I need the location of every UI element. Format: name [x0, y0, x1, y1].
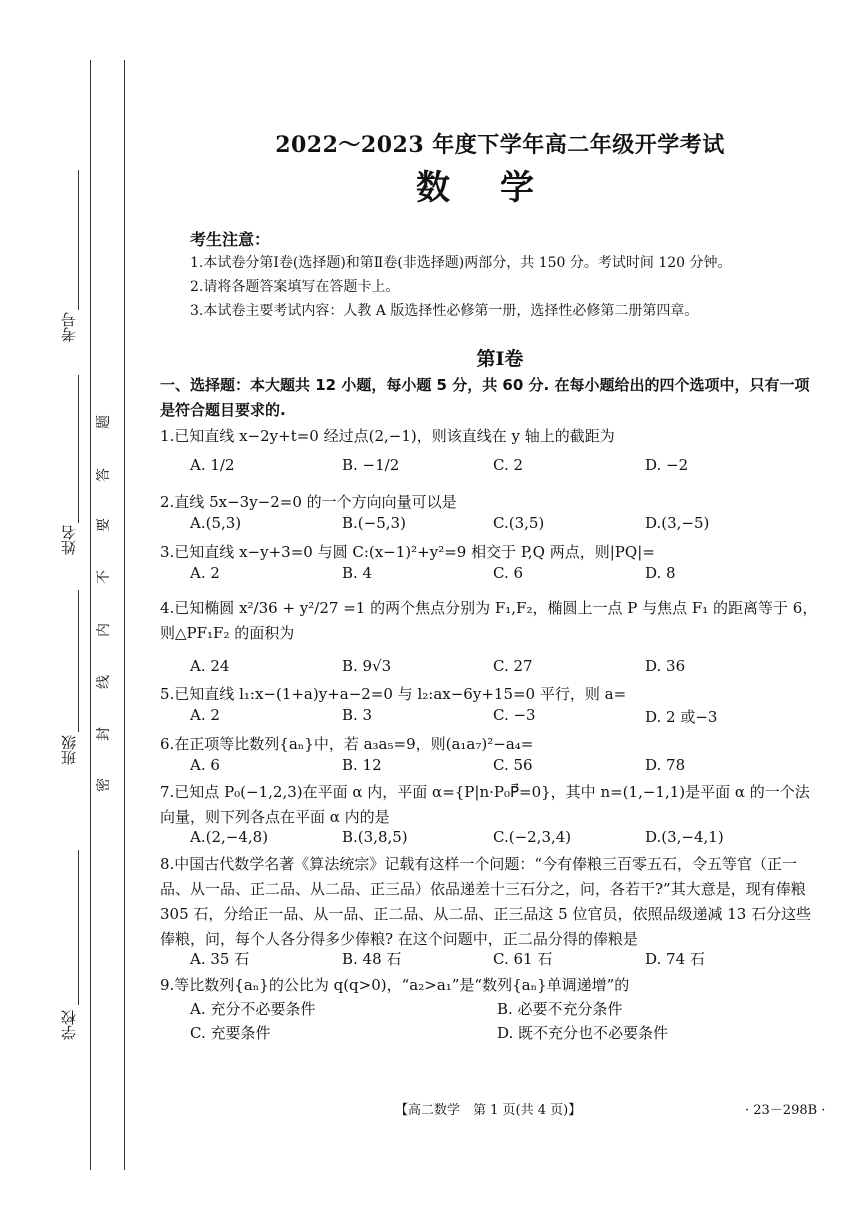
q8-option-c: C. 61 石 — [493, 950, 553, 968]
seal-char-6: 要 — [96, 518, 112, 532]
paper-code: · 23－298B · — [745, 1103, 826, 1118]
q1-option-c: C. 2 — [493, 456, 524, 474]
school-underline — [78, 850, 79, 1005]
q9-option-c: C. 充要条件 — [190, 1024, 271, 1042]
section-heading: 一、选择题：本大题共 12 小题，每小题 5 分，共 60 分. 在每小题给出的四个选项中，只有一项是符合题目要求的. — [160, 376, 810, 419]
q5-option-c: C. −3 — [493, 706, 536, 724]
q5-option-b: B. 3 — [342, 706, 373, 724]
page-footer: 【高二数学 第 1 页(共 4 页)】 — [395, 1103, 582, 1118]
q4-option-c: C. 27 — [493, 657, 533, 675]
q7-option-b: B.(3,8,5) — [342, 828, 408, 846]
q2-option-d: D.(3,−5) — [645, 514, 710, 532]
q2-option-a: A.(5,3) — [190, 514, 242, 532]
q5-option-d: D. 2 或−3 — [645, 708, 718, 726]
q2-option-b: B.(−5,3) — [342, 514, 406, 532]
question-3: 3.已知直线 x−y+3=0 与圆 C:(x−1)²+y²=9 相交于 P,Q 两点，则|PQ|= — [160, 543, 655, 561]
question-7: 7.已知点 P₀(−1,2,3)在平面 α 内，平面 α={P|n·P₀P⃗=0}，其中 n=(1,−1,1)是平面 α 的一个法向量，则下列各点在平面 α 内的是 — [160, 783, 810, 826]
q6-option-d: D. 78 — [645, 756, 686, 774]
class-underline — [78, 590, 79, 732]
notice-item-3: 3.本试卷主要考试内容：人教 A 版选择性必修第一册，选择性必修第二册第四章。 — [190, 303, 699, 319]
seal-char-7: 答 — [96, 468, 112, 482]
question-8: 8.中国古代数学名著《算法统宗》记载有这样一个问题：“今有俸粮三百零五石，令五等官（正一品、从一品、正二品、从二品、正三品）依品递差十三石分之，问，各若干?”其大意是，现有俸粮 305 石，分给正一品、从一品、正二品、从二品、正三品这 5 位官员，依照品级递减 13 石分这些俸粮，问，每个人各分得多少俸粮? 在这个问题中，正二品分得的俸粮是 — [160, 855, 812, 948]
q8-option-d: D. 74 石 — [645, 950, 705, 968]
q1-option-a: A. 1/2 — [190, 456, 235, 474]
exam-number-label: 考号 — [60, 312, 78, 342]
subject-title: 数学 — [416, 168, 584, 208]
question-4: 4.已知椭圆 x²/36 + y²/27 =1 的两个焦点分别为 F₁,F₂，椭圆上一点 P 与焦点 F₁ 的距离等于 6，则△PF₁F₂ 的面积为 — [160, 599, 818, 642]
q5-option-a: A. 2 — [190, 706, 220, 724]
question-1: 1.已知直线 x−2y+t=0 经过点(2,−1)，则该直线在 y 轴上的截距为 — [160, 427, 615, 445]
q7-option-a: A.(2,−4,8) — [190, 828, 269, 846]
notice-item-2: 2.请将各题答案填写在答题卡上。 — [190, 279, 400, 295]
margin-line-inner — [124, 60, 125, 1170]
q7-option-d: D.(3,−4,1) — [645, 828, 724, 846]
exam-title: 2022～2023 年度下学年高二年级开学考试 — [275, 132, 725, 158]
q9-option-d: D. 既不充分也不必要条件 — [497, 1024, 669, 1042]
volume-title: 第Ⅰ卷 — [476, 348, 524, 370]
q3-option-c: C. 6 — [493, 564, 524, 582]
q7-option-c: C.(−2,3,4) — [493, 828, 572, 846]
margin-line-outer — [90, 60, 91, 1170]
seal-char-2: 封 — [96, 727, 112, 741]
q6-option-c: C. 56 — [493, 756, 533, 774]
question-2: 2.直线 5x−3y−2=0 的一个方向向量可以是 — [160, 493, 457, 511]
q9-option-a: A. 充分不必要条件 — [190, 1000, 316, 1018]
notice-item-1: 1.本试卷分第Ⅰ卷(选择题)和第Ⅱ卷(非选择题)两部分，共 150 分。考试时间 120 分钟。 — [190, 255, 732, 271]
q2-option-c: C.(3,5) — [493, 514, 545, 532]
school-label: 学校 — [60, 1010, 78, 1040]
seal-char-3: 线 — [96, 675, 112, 689]
question-5: 5.已知直线 l₁:x−(1+a)y+a−2=0 与 l₂:ax−6y+15=0 平行，则 a= — [160, 685, 627, 703]
question-6: 6.在正项等比数列{aₙ}中，若 a₃a₅=9，则(a₁a₇)²−a₄= — [160, 735, 534, 753]
seal-char-5: 不 — [96, 570, 112, 584]
q1-option-b: B. −1/2 — [342, 456, 400, 474]
q3-option-a: A. 2 — [190, 564, 220, 582]
q3-option-b: B. 4 — [342, 564, 373, 582]
q6-option-a: A. 6 — [190, 756, 220, 774]
question-9: 9.等比数列{aₙ}的公比为 q(q>0)，“a₂>a₁”是“数列{aₙ}单调递增”的 — [160, 976, 630, 994]
q4-option-a: A. 24 — [190, 657, 230, 675]
name-underline — [78, 375, 79, 523]
q9-option-b: B. 必要不充分条件 — [497, 1000, 623, 1018]
binding-margin — [0, 0, 130, 1216]
q6-option-b: B. 12 — [342, 756, 382, 774]
q3-option-d: D. 8 — [645, 564, 676, 582]
seal-char-4: 内 — [96, 623, 112, 637]
seal-char-1: 密 — [96, 778, 112, 792]
name-label: 姓名 — [60, 525, 78, 555]
q4-option-b: B. 9√3 — [342, 657, 392, 675]
q1-option-d: D. −2 — [645, 456, 689, 474]
q8-option-b: B. 48 石 — [342, 950, 402, 968]
seal-char-8: 题 — [96, 415, 112, 429]
class-label: 班级 — [60, 735, 78, 765]
q4-option-d: D. 36 — [645, 657, 686, 675]
exam-number-underline — [78, 170, 79, 310]
notice-heading: 考生注意： — [190, 230, 271, 249]
q8-option-a: A. 35 石 — [190, 950, 250, 968]
